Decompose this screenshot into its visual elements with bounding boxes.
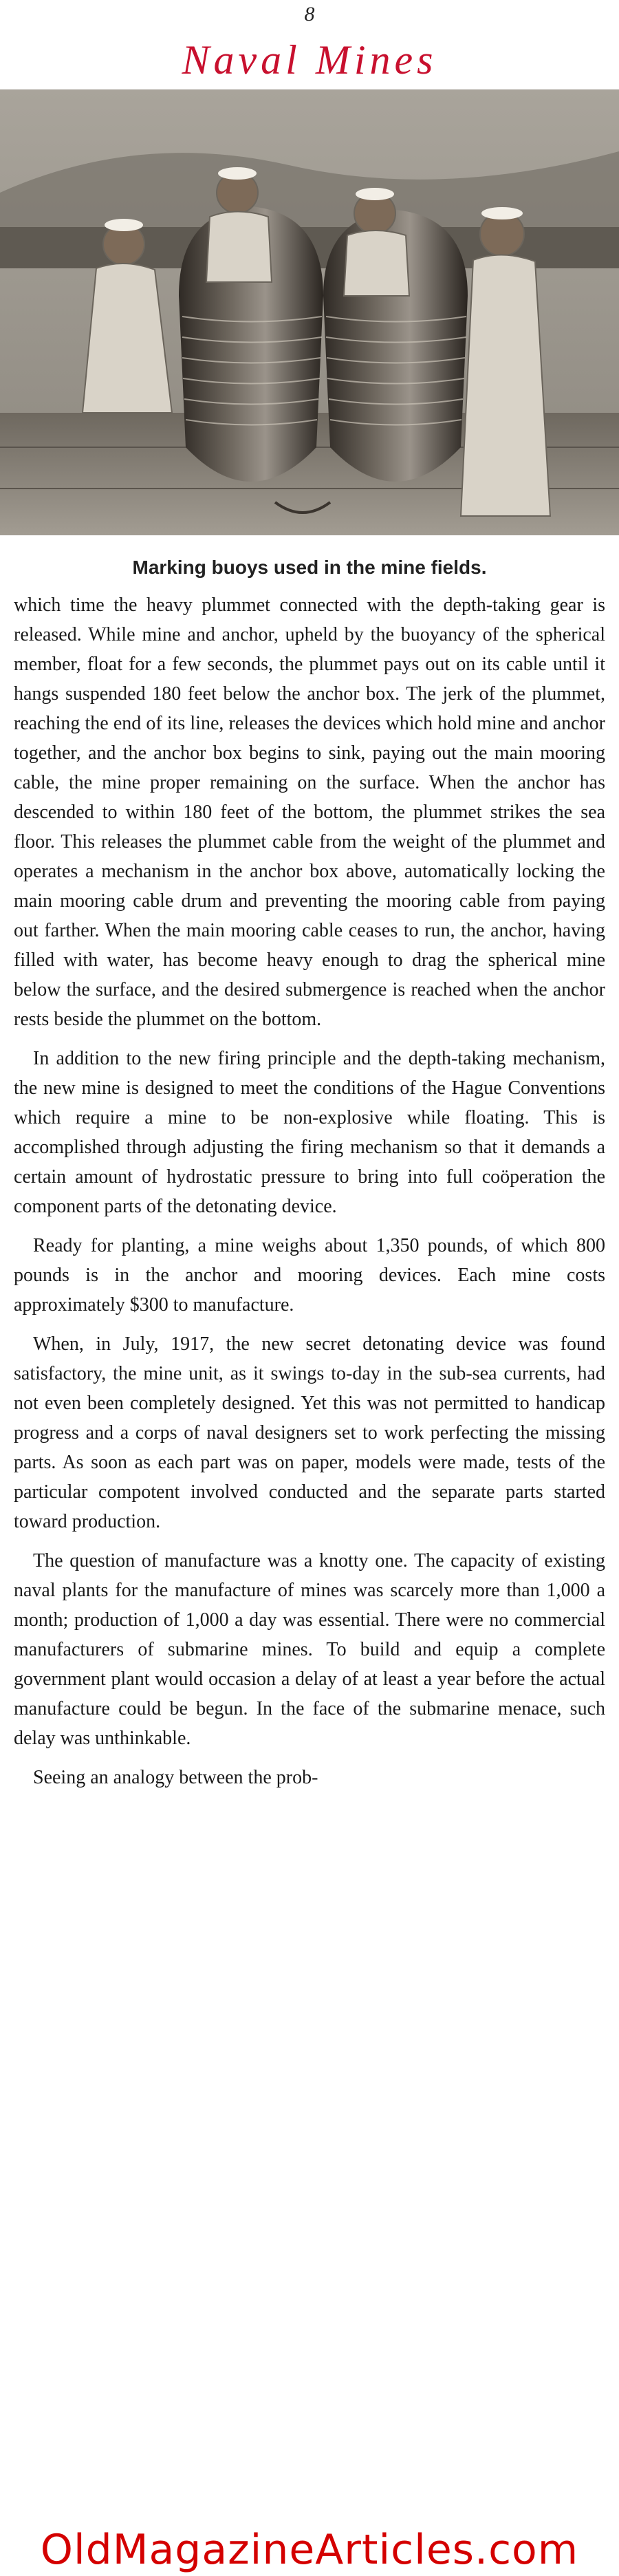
article-paragraph: Ready for planting, a mine weighs about 1,350 pounds, of which 800 pounds is in the anchor and mooring devices. Each mine costs approximately $300 to manufacture. [14,1235,605,1316]
site-watermark: OldMagazineArticles.com [40,2526,579,2574]
page-number: 8 [304,3,315,25]
photo-caption: Marking buoys used in the mine fields. [132,557,487,578]
article-body [14,590,605,2517]
article-paragraph: In addition to the new firing principle and the depth-taking mechanism, the new mine is designed to meet the conditions of the Hague Conventions which require a mine to be non-explosive while floating. This is accomplished through adjusting the firing mechanism so that it demands a certain amount of hydrostatic pressure to bring into full coöperation the component parts of the detonating device. [14,1048,605,1217]
article-paragraph: When, in July, 1917, the new secret detonating device was found satisfactory, the mine unit, as it swings to-day in the sub-sea currents, had not even been completely designed. Yet this was not permitted to handicap progress and a corps of naval designers set to work perfecting the missing parts. As soon as each part was on paper, models were made, tests of the particular compotent involved conducted and the separate parts started toward production. [14,1333,605,1532]
photo-marking-buoys [0,89,619,535]
article-paragraph: Seeing an analogy between the prob- [33,1767,318,1788]
photo-illustration [0,89,619,535]
section-title: Naval Mines [182,37,437,83]
article-paragraph: which time the heavy plummet connected with the depth-taking gear is released. While mine and anchor, upheld by the buoyancy of the spherical member, float for a few seconds, the plummet pays out on its cable until it hangs suspended 180 feet below the anchor box. The jerk of the plummet, reaching the end of its line, releases the devices which hold mine and anchor together, and the anchor box begins to sink, paying out the main mooring cable, the mine proper remaining on the surface. When the anchor has descended to within 180 feet of the bottom, the plummet strikes the sea floor. This releases the plummet cable from the weight of the plummet and operates a mechanism in the anchor box above, automatically locking the main mooring cable drum and preventing the mooring cable from paying out farther. When the main mooring cable ceases to run, the anchor, having filled with water, has become heavy enough to drag the spherical mine below the surface, and the desired submergence is reached when the anchor rests beside the plummet on the bottom. [14,594,605,1030]
article-paragraph: The question of manufacture was a knotty one. The capacity of existing naval plants for the manufacture of mines was scarcely more than 1,000 a month; production of 1,000 a day was essential. There were no commercial manufacturers of submarine mines. To build and equip a complete government plant would occasion a delay of at least a year before the actual manufacture could be begun. In the face of the submarine menace, such delay was unthinkable. [14,1550,605,1749]
